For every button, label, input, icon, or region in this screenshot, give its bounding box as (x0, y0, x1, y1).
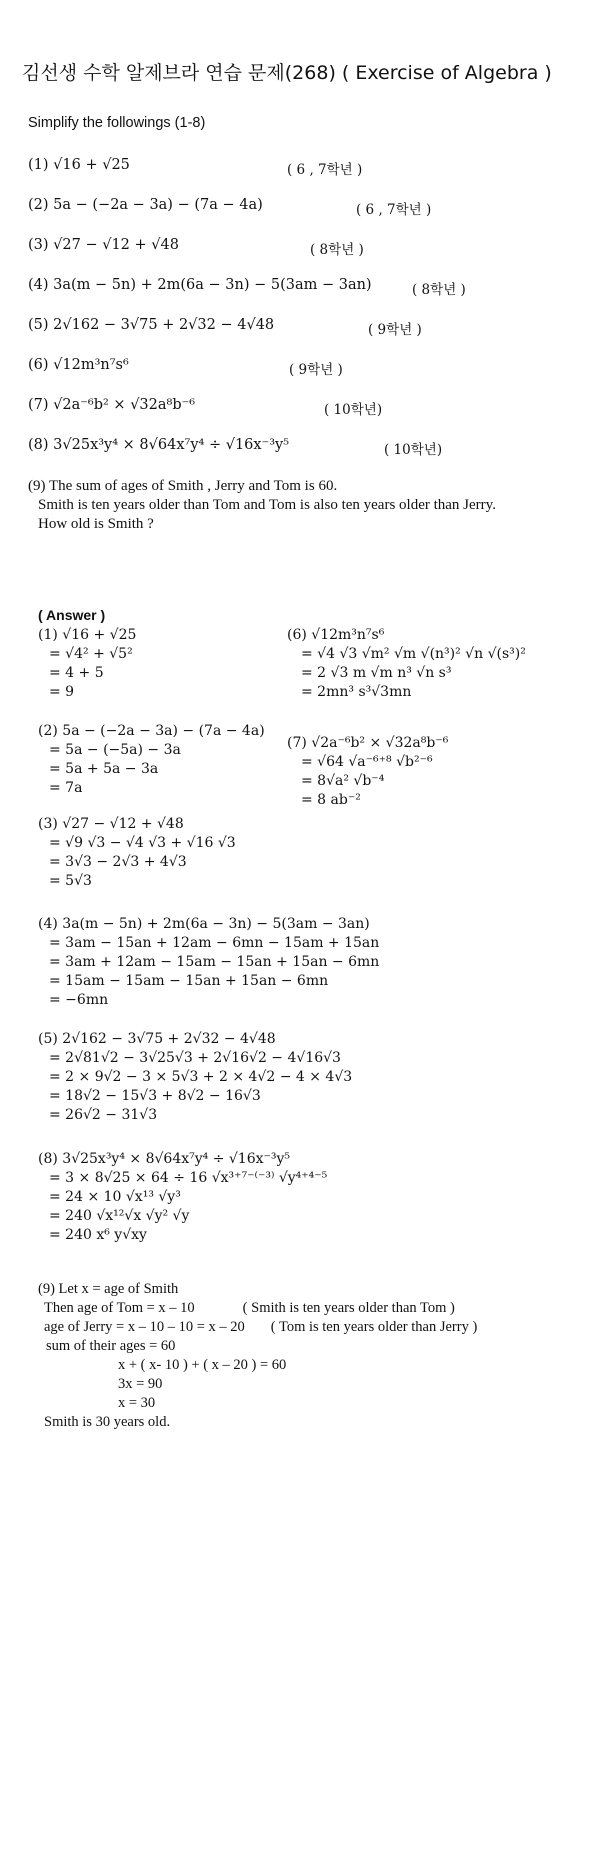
answer-6: (6) √12m³n⁷s⁶ = √4 √3 √m² √m √(n³)² √n √(s³)² = 2 √3 m √m n³ √n s³ = 2mn³ s³√3mn (287, 627, 526, 700)
problem-2: (2) 5a − (−2a − 3a) − (7a − 4a) (28, 197, 263, 213)
problem-5-grade: ( 9학년 ) (368, 322, 422, 338)
word-problem-line-2: Smith is ten years older than Tom and Tom is also ten years older than Jerry. (38, 497, 496, 513)
problem-1-grade: ( 6 , 7학년 ) (287, 162, 363, 178)
instruction: Simplify the followings (1-8) (28, 115, 206, 131)
problem-7-grade: ( 10학년) (324, 402, 383, 418)
answer-label: ( Answer ) (38, 607, 106, 623)
problem-7: (7) √2a⁻⁶b² × √32a⁸b⁻⁶ (28, 397, 196, 413)
problem-3-grade: ( 8학년 ) (310, 242, 364, 258)
problem-6-grade: ( 9학년 ) (289, 362, 343, 378)
answer-9: (9) Let x = age of Smith Then age of Tom = x – 10 ( Smith is ten years older than Tom ) age of Jerry = x – 10 – 10 = x – 20 ( Tom is ten years older than Jerry ) sum of their ages = 60 x + ( x- 10 ) + ( x – 20 ) = 60 3x = 90 x = 30 Smith is 30 years old. (38, 1281, 478, 1430)
answer-5: (5) 2√162 − 3√75 + 2√32 − 4√48 = 2√81√2 − 3√25√3 + 2√16√2 − 4√16√3 = 2 × 9√2 − 3 × 5√3 + 2 × 4√2 − 4 × 4√3 = 18√2 − 15√3 + 8√2 − 16√3 = 26√2 − 31√3 (38, 1031, 353, 1123)
problem-3: (3) √27 − √12 + √48 (28, 237, 179, 253)
problem-2-grade: ( 6 , 7학년 ) (356, 202, 432, 218)
problem-1: (1) √16 + √25 (28, 157, 130, 173)
problem-4-grade: ( 8학년 ) (412, 282, 466, 298)
problem-8: (8) 3√25x³y⁴ × 8√64x⁷y⁴ ÷ √16x⁻³y⁵ (28, 437, 290, 453)
word-problem-line-1: (9) The sum of ages of Smith , Jerry and Tom is 60. (28, 478, 338, 494)
answer-2: (2) 5a − (−2a − 3a) − (7a − 4a) = 5a − (−5a) − 3a = 5a + 5a − 3a = 7a (38, 723, 265, 796)
problem-6: (6) √12m³n⁷s⁶ (28, 357, 129, 373)
answer-1: (1) √16 + √25 = √4² + √5² = 4 + 5 = 9 (38, 627, 137, 700)
answer-3: (3) √27 − √12 + √48 = √9 √3 − √4 √3 + √16 √3 = 3√3 − 2√3 + 4√3 = 5√3 (38, 816, 236, 889)
problem-8-grade: ( 10학년) (384, 442, 443, 458)
problem-4: (4) 3a(m − 5n) + 2m(6a − 3n) − 5(3am − 3an) (28, 277, 372, 293)
answer-4: (4) 3a(m − 5n) + 2m(6a − 3n) − 5(3am − 3an) = 3am − 15an + 12am − 6mn − 15am + 15an = 3am + 12am − 15am − 15an + 15an − 6mn = 15am − 15am − 15an + 15an − 6mn = −6mn (38, 916, 380, 1008)
problem-5: (5) 2√162 − 3√75 + 2√32 − 4√48 (28, 317, 275, 333)
word-problem-line-3: How old is Smith ? (38, 516, 154, 532)
page-title: 김선생 수학 알제브라 연습 문제(268) ( Exercise of Algebra ) (22, 62, 552, 84)
answer-8: (8) 3√25x³y⁴ × 8√64x⁷y⁴ ÷ √16x⁻³y⁵ = 3 × 8√25 × 64 ÷ 16 √x³⁺⁷⁻⁽⁻³⁾ √y⁴⁺⁴⁻⁵ = 24 × 10 √x¹³ √y³ = 240 √x¹²√x √y² √y = 240 x⁶ y√xy (38, 1151, 328, 1243)
answer-7: (7) √2a⁻⁶b² × √32a⁸b⁻⁶ = √64 √a⁻⁶⁺⁸ √b²⁻⁶ = 8√a² √b⁻⁴ = 8 ab⁻² (287, 735, 449, 808)
